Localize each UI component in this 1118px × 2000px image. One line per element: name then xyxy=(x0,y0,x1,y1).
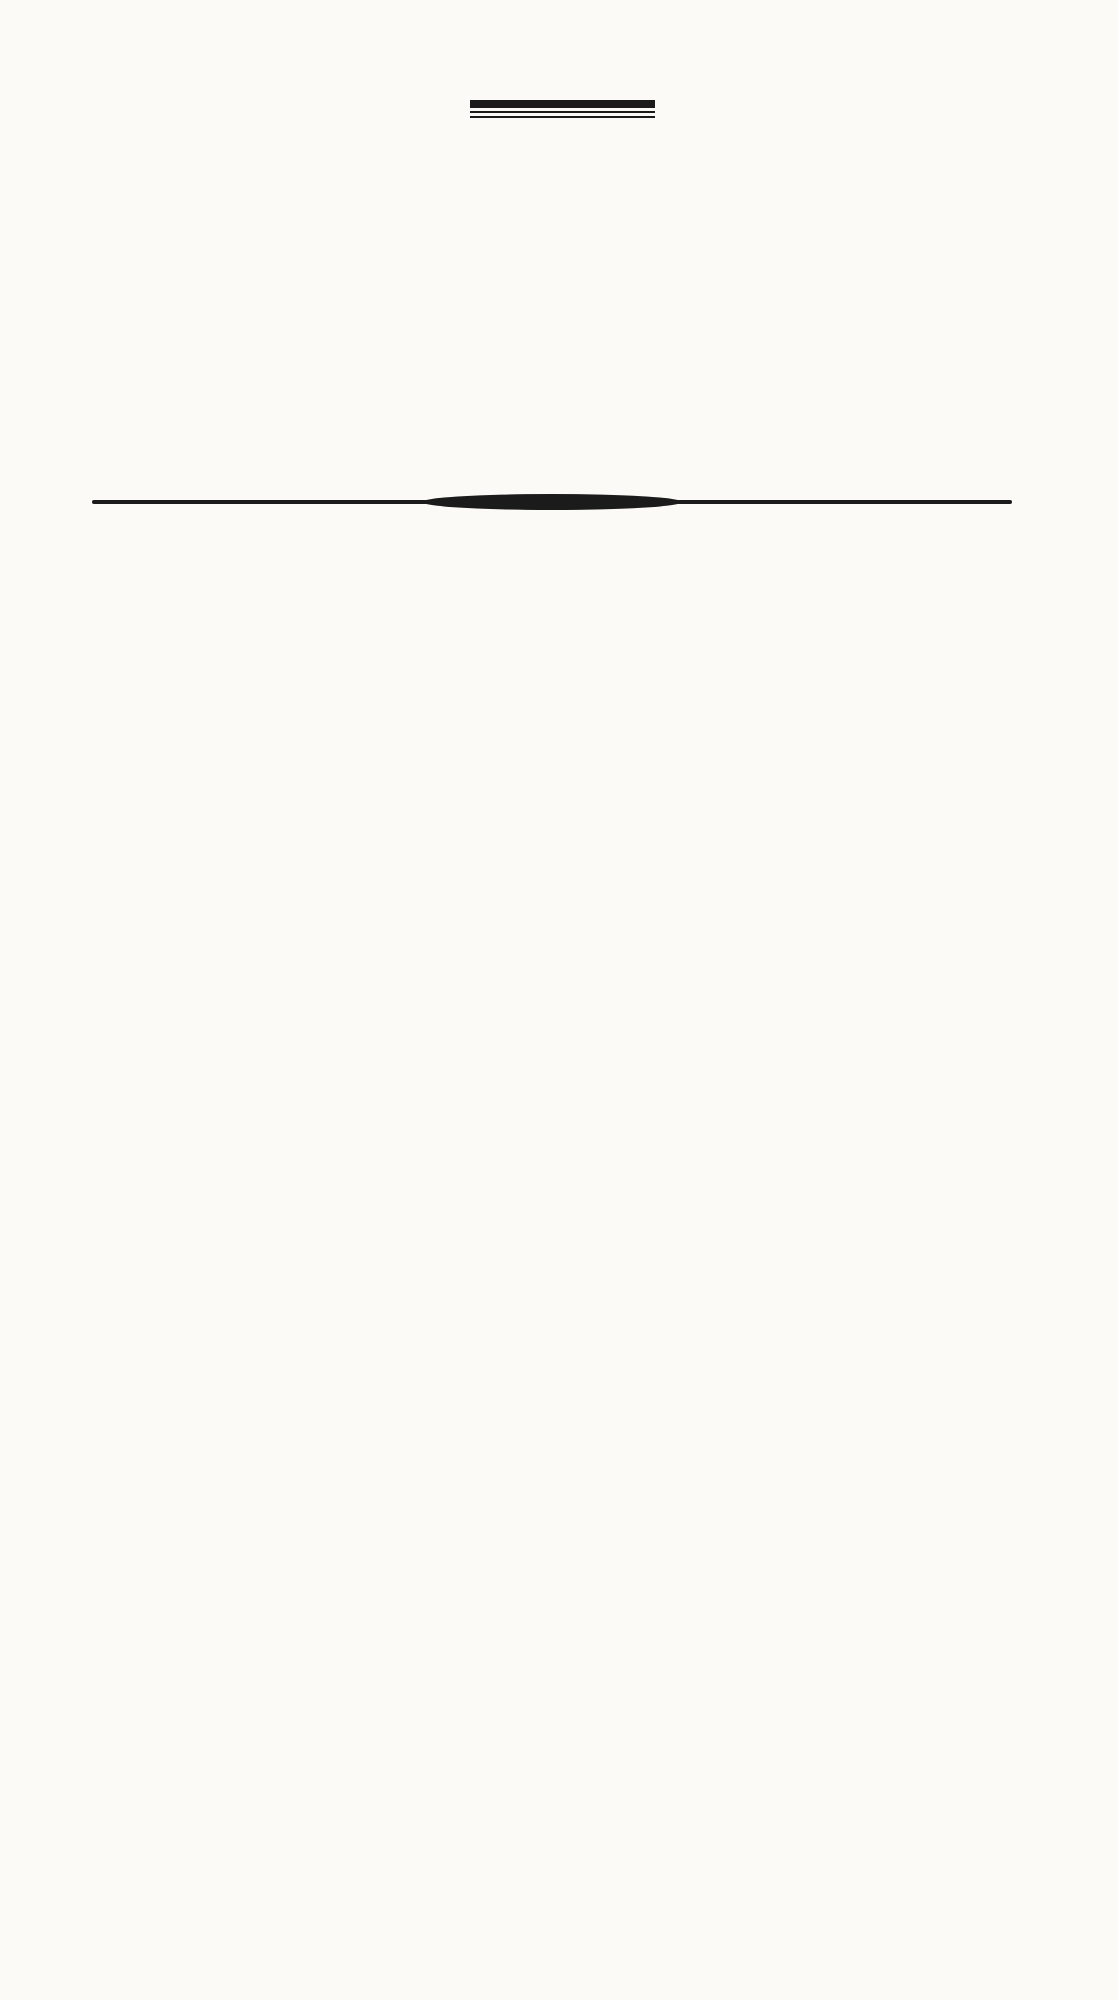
header-rule xyxy=(470,100,655,122)
citation-line xyxy=(75,371,1035,424)
ornamental-rule xyxy=(92,494,1012,510)
